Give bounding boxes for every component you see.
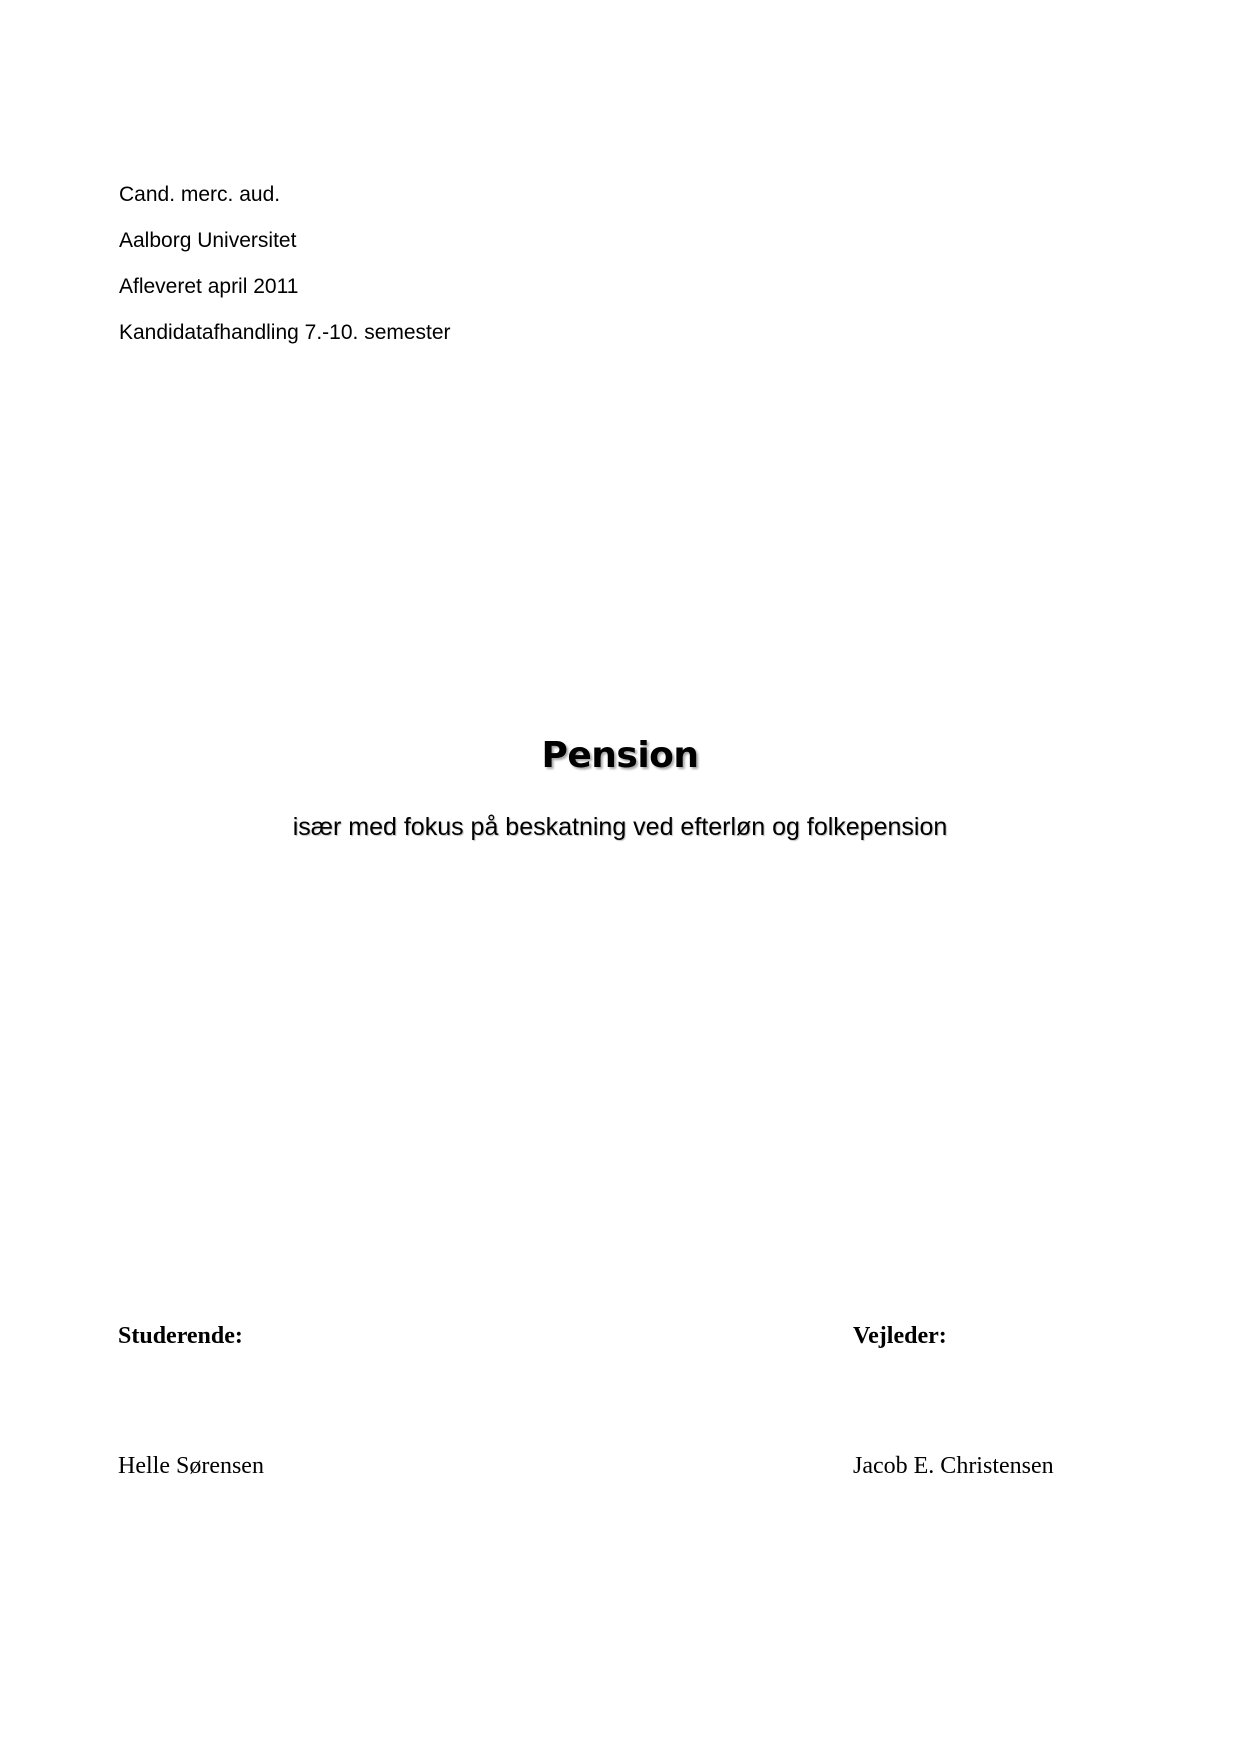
student-name: Helle Sørensen xyxy=(118,1453,264,1479)
submission-date-line: Afleveret april 2011 xyxy=(119,275,299,298)
supervisor-name: Jacob E. Christensen xyxy=(853,1453,1054,1479)
document-title: Pension xyxy=(541,735,699,776)
thesis-type-line: Kandidatafhandling 7.-10. semester xyxy=(119,321,451,344)
university-line: Aalborg Universitet xyxy=(119,229,297,252)
degree-line: Cand. merc. aud. xyxy=(119,183,281,206)
document-subtitle: især med fokus på beskatning ved efterløn og folkepension xyxy=(292,813,948,841)
student-label: Studerende: xyxy=(118,1323,243,1349)
supervisor-label: Vejleder: xyxy=(853,1323,947,1349)
